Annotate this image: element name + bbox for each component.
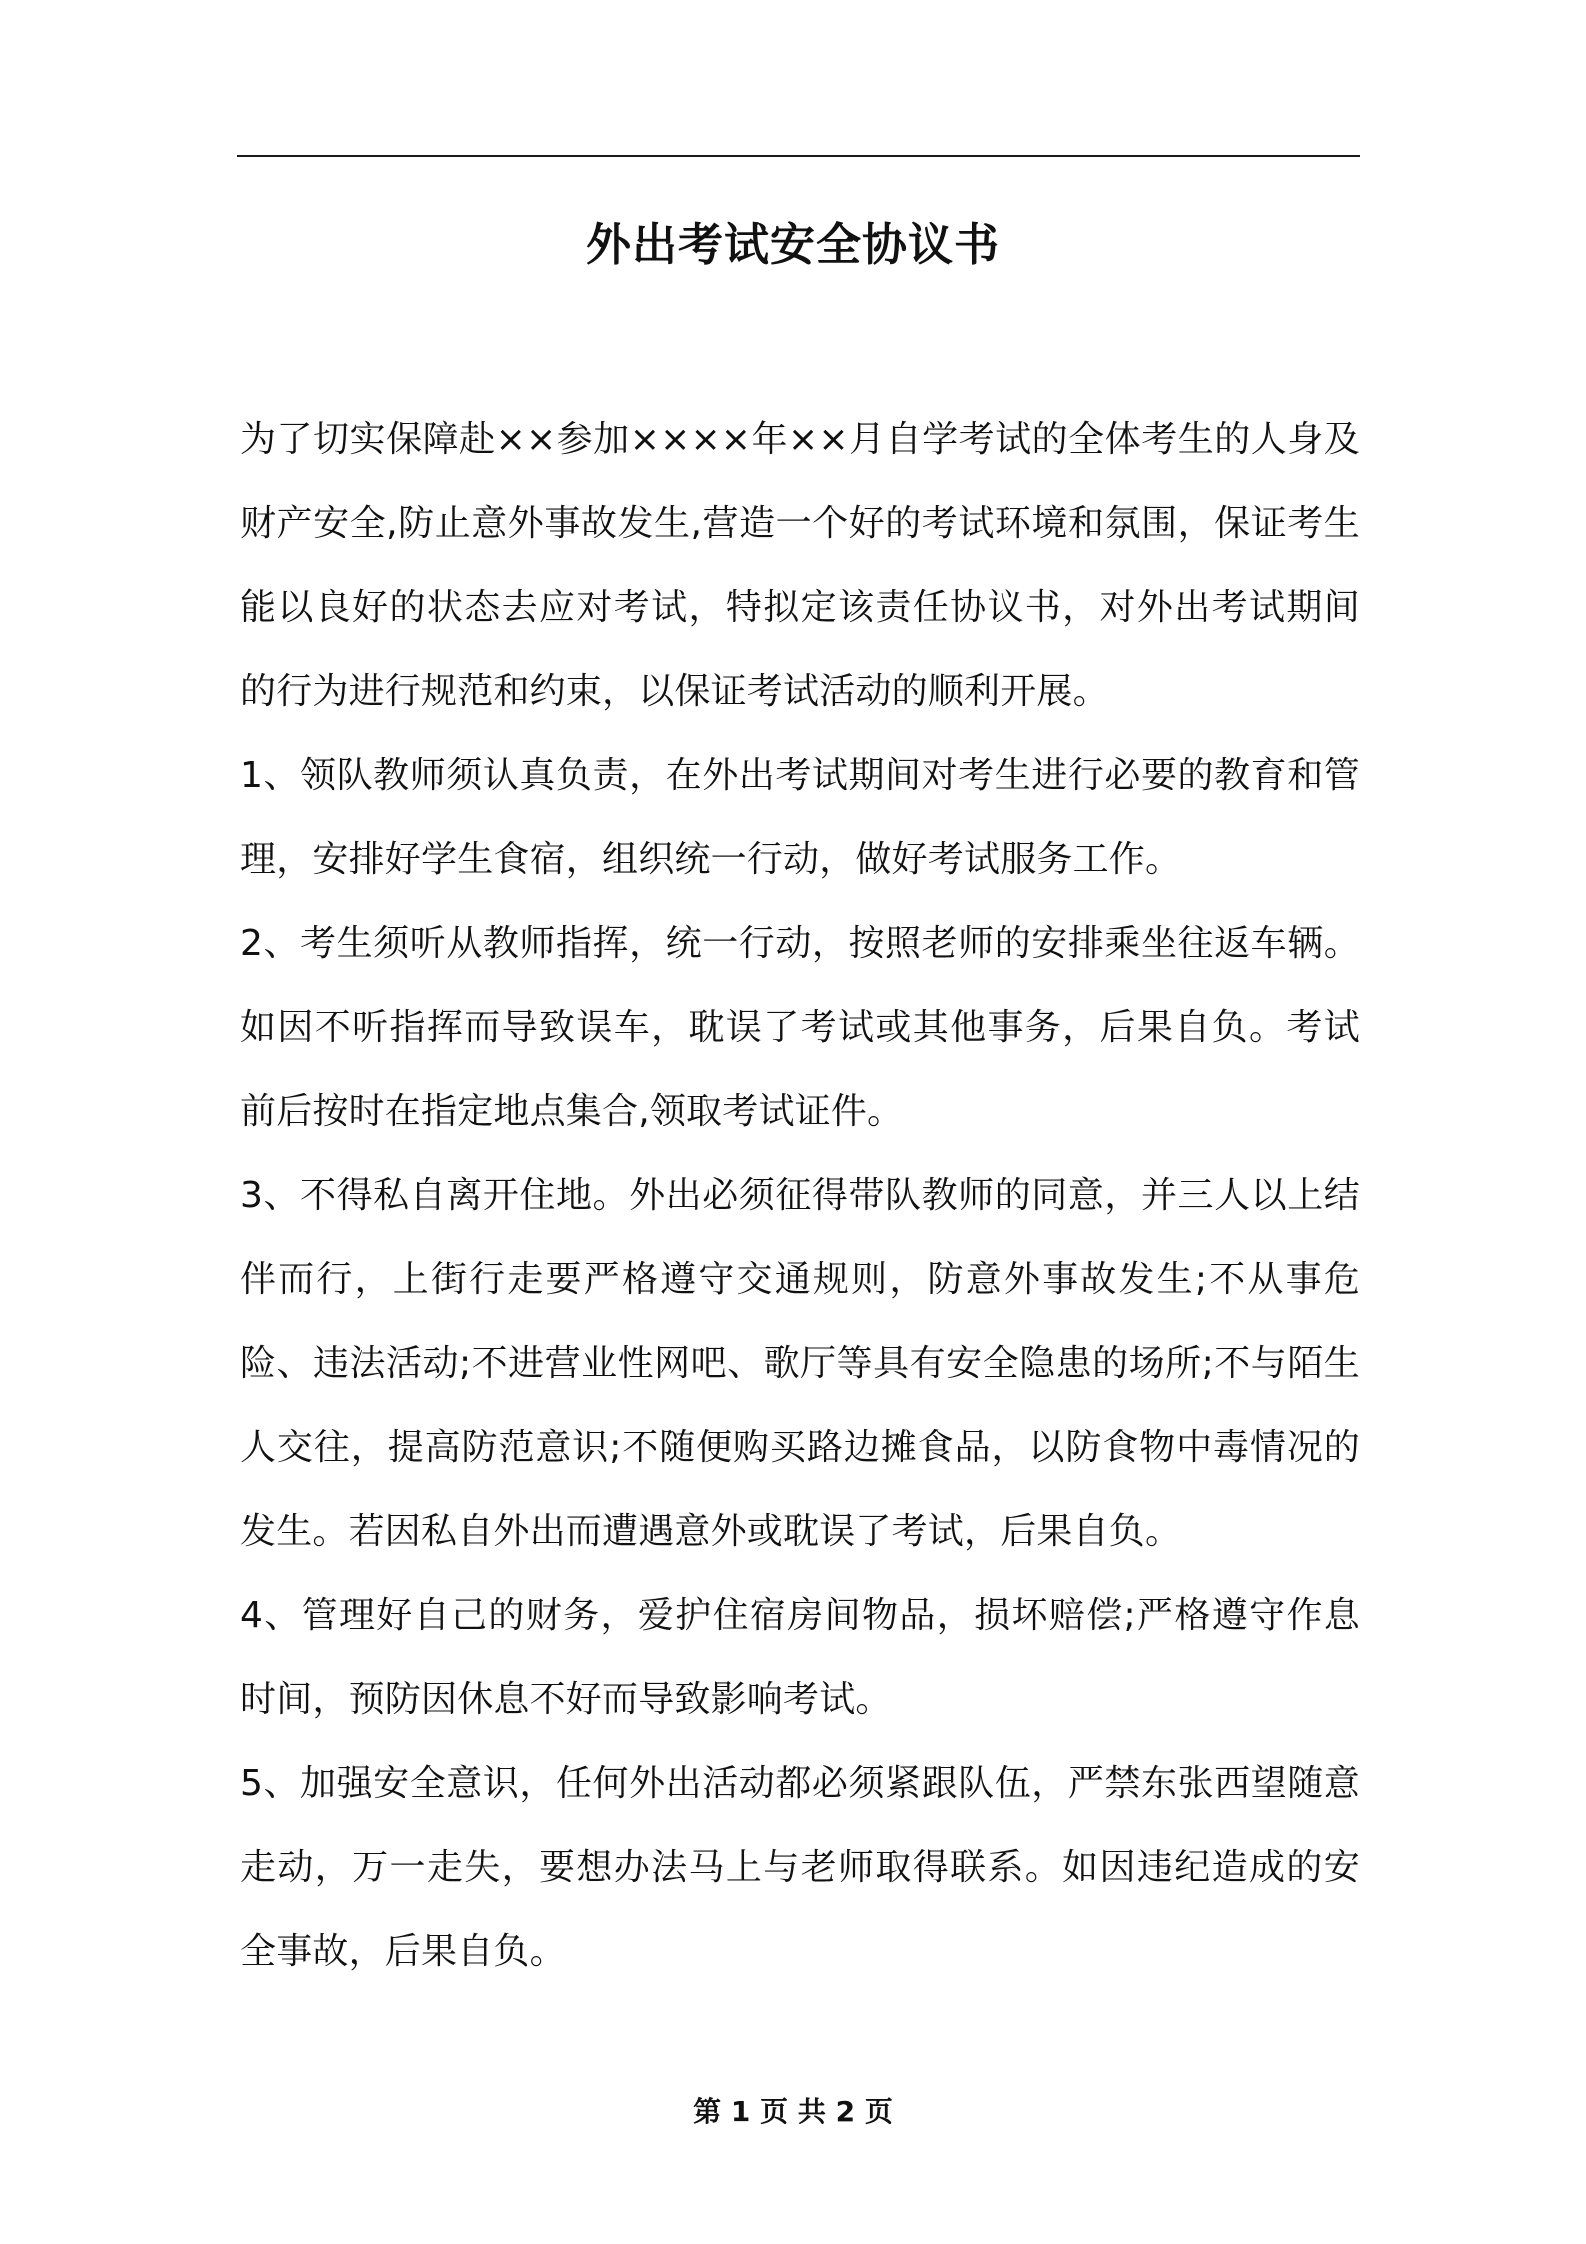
- intro-paragraph: 为了切实保障赴××参加××××年××月自学考试的全体考生的人身及财产安全,防止意外事故发生,营造一个好的考试环境和氛围，保证考生能以良好的状态去应对考试，特拟定该责任协议书，对外出考试期间的行为进行规范和约束，以保证考试活动的顺利开展。: [240, 419, 1360, 712]
- clause-1-paragraph: 1、领队教师须认真负责，在外出考试期间对考生进行必要的教育和管理，安排好学生食宿，组织统一行动，做好考试服务工作。: [240, 755, 1360, 880]
- document-title: 外出考试安全协议书: [585, 218, 1000, 271]
- clause-4-paragraph: 4、管理好自己的财务，爱护住宿房间物品，损坏赔偿;严格遵守作息时间，预防因休息不好而导致影响考试。: [240, 1595, 1360, 1720]
- page-number-footer: 第 1 页 共 2 页: [693, 2095, 893, 2128]
- document-body: [240, 398, 1360, 1994]
- header-rule: [237, 155, 1360, 157]
- clause-5-paragraph: 5、加强安全意识，任何外出活动都必须紧跟队伍，严禁东张西望随意走动，万一走失，要想办法马上与老师取得联系。如因违纪造成的安全事故，后果自负。: [240, 1763, 1360, 1972]
- clause-3-paragraph: 3、不得私自离开住地。外出必须征得带队教师的同意，并三人以上结伴而行，上街行走要严格遵守交通规则，防意外事故发生;不从事危险、违法活动;不进营业性网吧、歌厅等具有安全隐患的场所;不与陌生人交往，提高防范意识;不随便购买路边摊食品，以防食物中毒情况的发生。若因私自外出而遭遇意外或耽误了考试，后果自负。: [240, 1175, 1360, 1552]
- clause-2-paragraph: 2、考生须听从教师指挥，统一行动，按照老师的安排乘坐往返车辆。如因不听指挥而导致误车，耽误了考试或其他事务，后果自负。考试前后按时在指定地点集合,领取考试证件。: [240, 923, 1360, 1132]
